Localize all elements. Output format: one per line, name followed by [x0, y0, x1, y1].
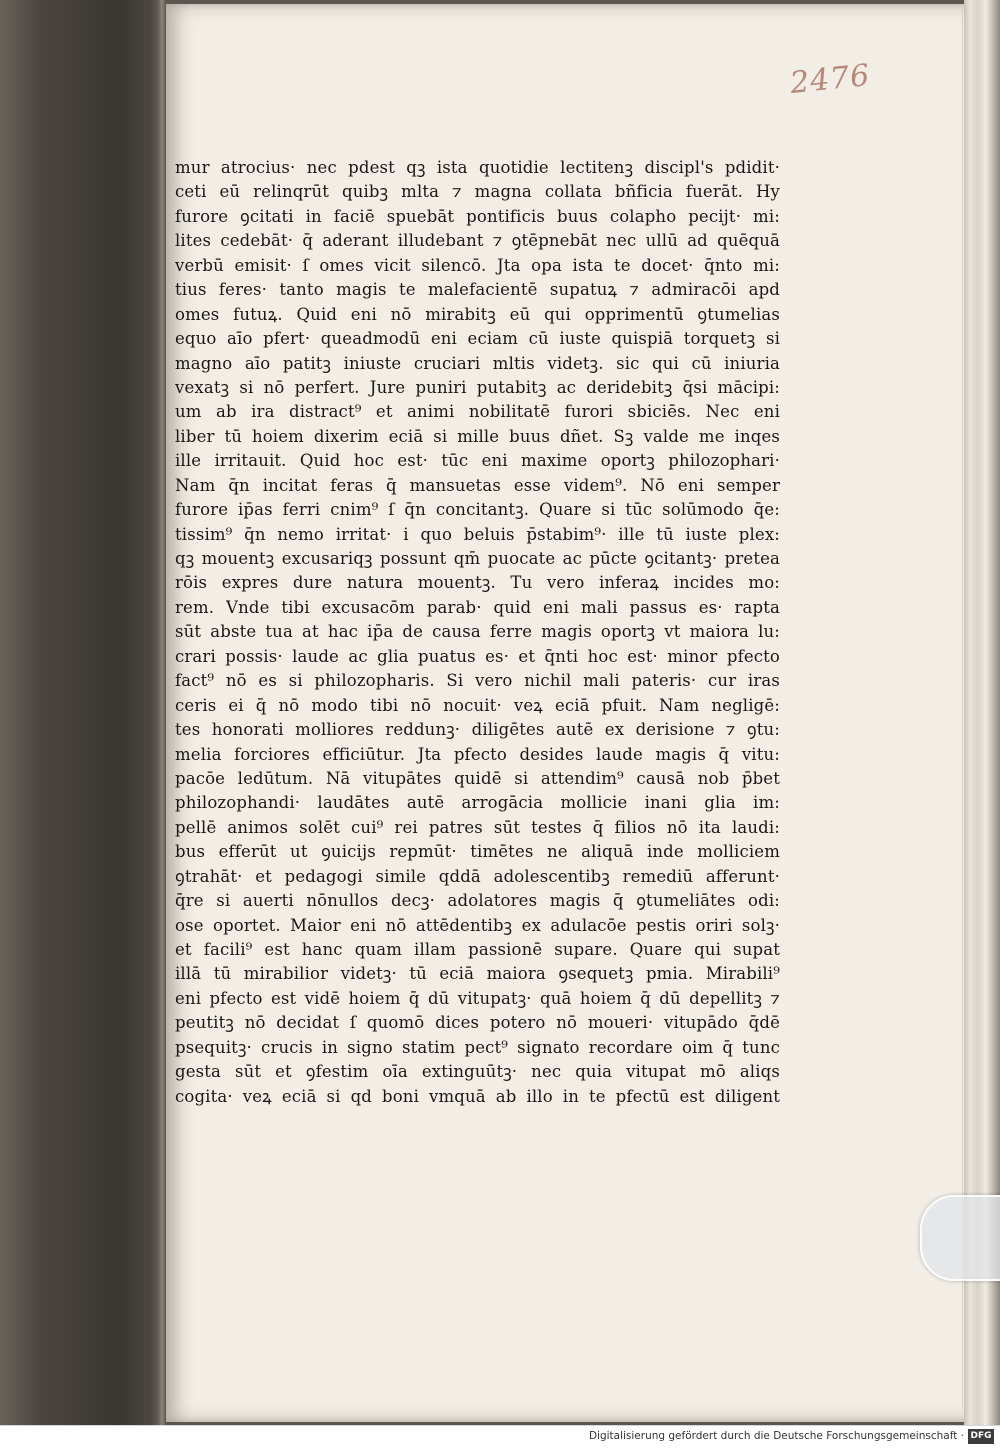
text-line: equo aīo pfert· queadmodū eni eciam cū iuste quispiā torquetꝫ si — [175, 329, 780, 349]
text-line: mur atrocius· nec pdest qꝫ ista quotidie lectitenꝫ discipl's pdidit· — [175, 158, 780, 177]
text-line: crari possis· laude ac glia puatus es· et q̄nti hoc est· minor pfecto — [175, 646, 780, 666]
text-line: omes futuꝝ. Quid eni nō mirabitꝫ eū qui opprimentū ꝯtumelias — [175, 304, 780, 324]
text-line: pellē animos solēt cui⁹ rei patres sūt testes q̄ filios nō ita laudi: — [175, 817, 780, 837]
text-line: liber tū hoiem dixerim eciā si mille buus dñet. Sꝫ valde me inqes — [175, 426, 780, 446]
text-line: qꝫ mouentꝫ excusariqꝫ possunt qm̄ puocate ac pūcte ꝯcitantꝫ· pretea — [175, 549, 780, 568]
text-line: tius feres· tanto magis te malefacientē supatuꝝ ⁊ admiracōi apd — [175, 280, 780, 300]
text-line: tissim⁹ q̄n nemo irritat· i quo beluis p̄stabim⁹· ille tū iuste plex: — [175, 524, 780, 544]
text-line: ꝯtrahāt· et pedagogi simile qddā adolescentibꝫ remediū afferunt· — [175, 866, 780, 886]
text-line: ille irritauit. Quid hoc est· tūc eni maxime oportꝫ philozophari· — [175, 451, 780, 471]
text-line: eni pfecto est vidē hoiem q̄ dū vitupatꝫ· quā hoiem q̄ dū depellitꝫ ⁊ — [175, 988, 780, 1008]
text-line: rōis expres dure natura mouentꝫ. Tu vero inferaꝝ incides mo: — [175, 573, 780, 593]
text-line: magno aīo patitꝫ iniuste cruciari mltis videtꝫ. sic qui cū iniuria — [175, 353, 780, 373]
page-clip — [920, 1195, 1000, 1281]
text-line: bus efferūt ut ꝯuicijs repmūt· timētes ne aliquā inde molliciem — [175, 842, 780, 862]
text-line: furore ip̄as ferri cnim⁹ ſ q̄n concitantꝫ. Quare si tūc solūmodo q̄e: — [175, 500, 780, 520]
text-line: verbū emisit· ſ omes vicit silencō. Jta opa ista te docet· q̄nto mi: — [175, 255, 780, 275]
text-line: gesta sūt et ꝯfestim oīa extinguūtꝫ· nec quia vitupat mō aliqs — [175, 1062, 780, 1082]
text-line: melia forciores efficiūtur. Jta pfecto desides laude magis q̄ vitu: — [175, 744, 780, 764]
dfg-logo: DFG — [968, 1429, 994, 1444]
text-line: psequitꝫ· crucis in signo statim pect⁹ signato recordare oim q̄ tunc — [175, 1037, 780, 1057]
text-line: et facili⁹ est hanc quam illam passionē supare. Quare qui supat — [175, 940, 780, 959]
text-line: ceris ei q̄ nō modo tibi nō nocuit· veꝝ eciā pfuit. Nam negligē: — [175, 695, 780, 715]
text-line: illā tū mirabilior videtꝫ· tū eciā maiora ꝯsequetꝫ pmia. Mirabili⁹ — [175, 964, 780, 984]
footer-bar — [0, 1425, 1000, 1448]
text-line: cogita· veꝝ eciā si qd boni vmquā ab illo in te pfectū est diligent — [175, 1086, 780, 1106]
text-line: peutitꝫ nō decidat ſ quomō dices potero nō moueri· vitupādo q̄dē — [175, 1013, 780, 1033]
text-line: lites cedebāt· q̄ aderant illudebant ⁊ ꝯtēpnebāt nec ullū ad quēquā — [175, 231, 780, 251]
text-line: ose oportet. Maior eni nō attēdentibꝫ ex adulacōe pestis oriri solꝫ· — [175, 915, 780, 935]
text-block — [175, 156, 780, 1109]
text-line: philozophandi· laudātes autē arrogācia mollicie inani glia im: — [175, 793, 780, 813]
text-line: fact⁹ nō es si philozopharis. Si vero nichil mali pateris· cur iras — [175, 671, 780, 691]
text-line: rem. Vnde tibi excusacōm parab· quid eni mali passus es· rapta — [175, 597, 780, 617]
text-line: pacōe ledūtum. Nā vitupātes quidē si attendim⁹ causā nob p̄bet — [175, 768, 780, 788]
text-line: um ab ira distract⁹ et animi nobilitatē furori sbiciēs. Nec eni — [175, 402, 780, 422]
footer-credit: Digitalisierung gefördert durch die Deutsche Forschungsgemeinschaft · — [588, 1430, 964, 1442]
text-line: sūt abste tua at hac ip̄a de causa ferre magis oportꝫ vt maiora lu: — [175, 622, 780, 642]
text-line: q̄re si auerti nōnullos decꝫ· adolatores magis q̄ ꝯtumeliātes odi: — [175, 891, 780, 911]
text-line: tes honorati molliores reddunꝫ· diligētes autē ex derisione ⁊ ꝯtu: — [175, 720, 780, 740]
text-line: vexatꝫ si nō perfert. Jure puniri putabitꝫ ac deridebitꝫ q̄si mācipi: — [175, 377, 780, 397]
text-line: Nam q̄n incitat feras q̄ mansuetas esse videm⁹. Nō eni semper — [175, 475, 780, 495]
folio-number: 2476 — [788, 57, 872, 102]
text-line: ceti eū relinqrūt quibꝫ mlta ⁊ magna collata bñficia fuerāt. Hy — [175, 182, 780, 202]
text-line: furore ꝯcitati in faciē spuebāt pontificis buus colapho pecijt· mi: — [175, 206, 780, 226]
